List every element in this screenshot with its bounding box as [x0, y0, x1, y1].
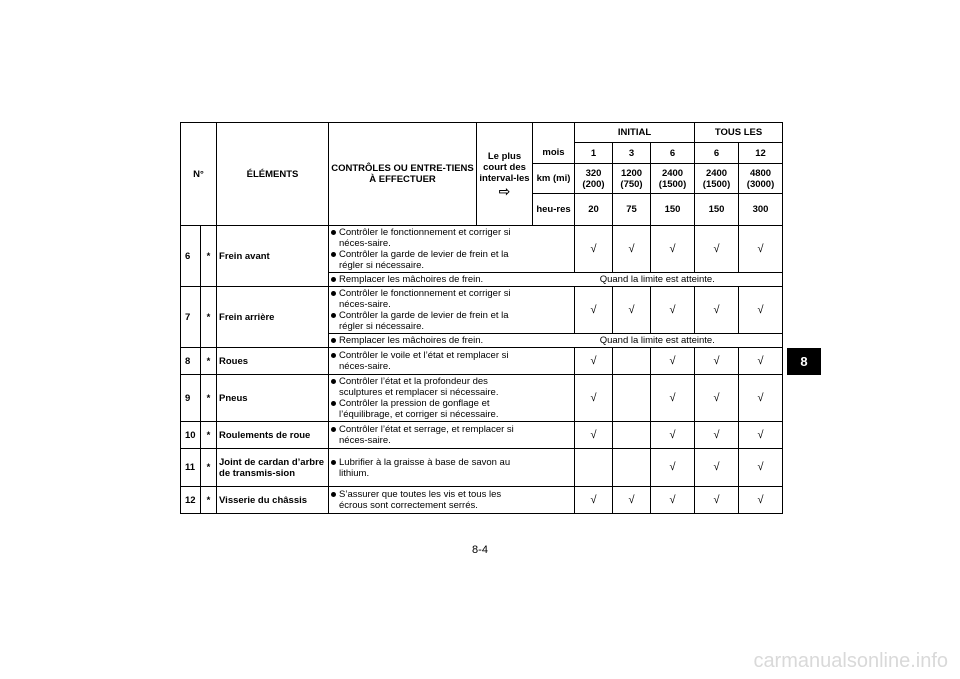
hours-cell: 150 — [695, 194, 739, 226]
check-mark: √ — [613, 226, 651, 273]
check-mark: √ — [695, 226, 739, 273]
month-cell: 6 — [695, 143, 739, 164]
check-mark: √ — [695, 287, 739, 334]
row-number: 9 — [181, 375, 201, 422]
right-arrow-icon: ⇨ — [498, 183, 511, 199]
row-star: * — [201, 422, 217, 449]
row-star: * — [201, 348, 217, 375]
check-mark: √ — [695, 348, 739, 375]
row-star: * — [201, 287, 217, 348]
check-mark: √ — [575, 375, 613, 422]
row-item: Frein arrière — [217, 287, 329, 348]
table-row — [181, 375, 783, 422]
row-number: 12 — [181, 487, 201, 514]
header-controls: CONTRÔLES OU ENTRE-TIENS À EFFECTUER — [329, 123, 477, 226]
row-checks — [329, 348, 533, 375]
check-mark: √ — [651, 375, 695, 422]
header-shortest-label: Le plus court des interval-les — [479, 151, 530, 184]
header-hours-label: heu-res — [533, 194, 575, 226]
list-item: S’assurer que toutes les vis et tous les écrous sont correctement serrés. — [331, 489, 531, 511]
table-row — [181, 422, 783, 449]
month-cell: 12 — [739, 143, 783, 164]
check-mark: √ — [739, 449, 783, 487]
header-every: TOUS LES — [695, 123, 783, 143]
maintenance-table — [180, 122, 783, 514]
header-initial: INITIAL — [575, 123, 695, 143]
list-item: Remplacer les mâchoires de frein. — [331, 274, 531, 285]
row-item: Roues — [217, 348, 329, 375]
list-item: Contrôler l’état et serrage, et remplacer si néces-saire. — [331, 424, 531, 446]
table-row — [181, 287, 783, 334]
row-checks — [329, 287, 533, 334]
check-mark: √ — [651, 449, 695, 487]
check-mark: √ — [695, 375, 739, 422]
header-months-label: mois — [533, 143, 575, 164]
check-mark: √ — [739, 348, 783, 375]
check-mark: √ — [739, 422, 783, 449]
row-checks — [329, 487, 533, 514]
row-item: Pneus — [217, 375, 329, 422]
header-elements: ÉLÉMENTS — [217, 123, 329, 226]
row-item: Joint de cardan d’arbre de transmis-sion — [217, 449, 329, 487]
row-star: * — [201, 449, 217, 487]
row-star: * — [201, 375, 217, 422]
km-cell: 2400 (1500) — [651, 164, 695, 194]
row-number: 8 — [181, 348, 201, 375]
check-mark: √ — [651, 226, 695, 273]
list-item: Remplacer les mâchoires de frein. — [331, 335, 531, 346]
row-sub-check — [329, 273, 533, 287]
month-cell: 1 — [575, 143, 613, 164]
row-checks — [329, 226, 533, 273]
row-item: Frein avant — [217, 226, 329, 287]
check-mark: √ — [575, 226, 613, 273]
table-row — [181, 487, 783, 514]
check-mark: √ — [739, 487, 783, 514]
row-star: * — [201, 226, 217, 287]
list-item: Contrôler le fonctionnement et corriger si néces-saire. — [331, 288, 531, 310]
page-number: 8-4 — [472, 544, 488, 556]
header-shortest-interval — [477, 123, 533, 226]
list-item: Contrôler l’état et la profondeur des sculptures et remplacer si nécessaire. — [331, 376, 531, 398]
list-item: Contrôler la garde de levier de frein et la régler si nécessaire. — [331, 310, 531, 332]
hours-cell: 20 — [575, 194, 613, 226]
row-star: * — [201, 487, 217, 514]
check-mark: √ — [739, 226, 783, 273]
table-row — [181, 348, 783, 375]
km-cell: 2400 (1500) — [695, 164, 739, 194]
check-mark: √ — [651, 422, 695, 449]
row-item: Roulements de roue — [217, 422, 329, 449]
list-item: Contrôler le voile et l’état et remplacer si néces-saire. — [331, 350, 531, 372]
watermark: carmanualsonline.info — [753, 650, 948, 672]
row-number: 6 — [181, 226, 201, 287]
chapter-tab: 8 — [787, 348, 821, 375]
km-cell: 320 (200) — [575, 164, 613, 194]
row-item: Visserie du châssis — [217, 487, 329, 514]
row-checks — [329, 375, 533, 422]
check-mark: √ — [695, 487, 739, 514]
row-number: 7 — [181, 287, 201, 348]
check-mark: √ — [575, 287, 613, 334]
check-mark: √ — [651, 287, 695, 334]
month-cell: 6 — [651, 143, 695, 164]
row-sub-check — [329, 334, 533, 348]
list-item: Contrôler la garde de levier de frein et la régler si nécessaire. — [331, 249, 531, 271]
check-mark: √ — [651, 348, 695, 375]
check-mark: √ — [695, 449, 739, 487]
hours-cell: 75 — [613, 194, 651, 226]
km-cell: 1200 (750) — [613, 164, 651, 194]
limit-note: Quand la limite est atteinte. — [533, 334, 783, 348]
table-row — [181, 226, 783, 273]
hours-cell: 300 — [739, 194, 783, 226]
check-mark: √ — [613, 287, 651, 334]
row-checks — [329, 449, 533, 487]
check-mark: √ — [739, 287, 783, 334]
check-mark: √ — [695, 422, 739, 449]
list-item: Lubrifier à la graisse à base de savon au lithium. — [331, 457, 531, 479]
check-mark: √ — [739, 375, 783, 422]
table-row — [181, 449, 783, 487]
month-cell: 3 — [613, 143, 651, 164]
row-checks — [329, 422, 533, 449]
row-number: 11 — [181, 449, 201, 487]
check-mark: √ — [575, 422, 613, 449]
check-mark: √ — [651, 487, 695, 514]
list-item: Contrôler la pression de gonflage et l’équilibrage, et corriger si nécessaire. — [331, 398, 531, 420]
header-km-label: km (mi) — [533, 164, 575, 194]
check-mark: √ — [575, 348, 613, 375]
list-item: Contrôler le fonctionnement et corriger si néces-saire. — [331, 227, 531, 249]
hours-cell: 150 — [651, 194, 695, 226]
check-mark: √ — [613, 487, 651, 514]
check-mark: √ — [575, 487, 613, 514]
header-number: N° — [181, 123, 217, 226]
km-cell: 4800 (3000) — [739, 164, 783, 194]
row-number: 10 — [181, 422, 201, 449]
limit-note: Quand la limite est atteinte. — [533, 273, 783, 287]
